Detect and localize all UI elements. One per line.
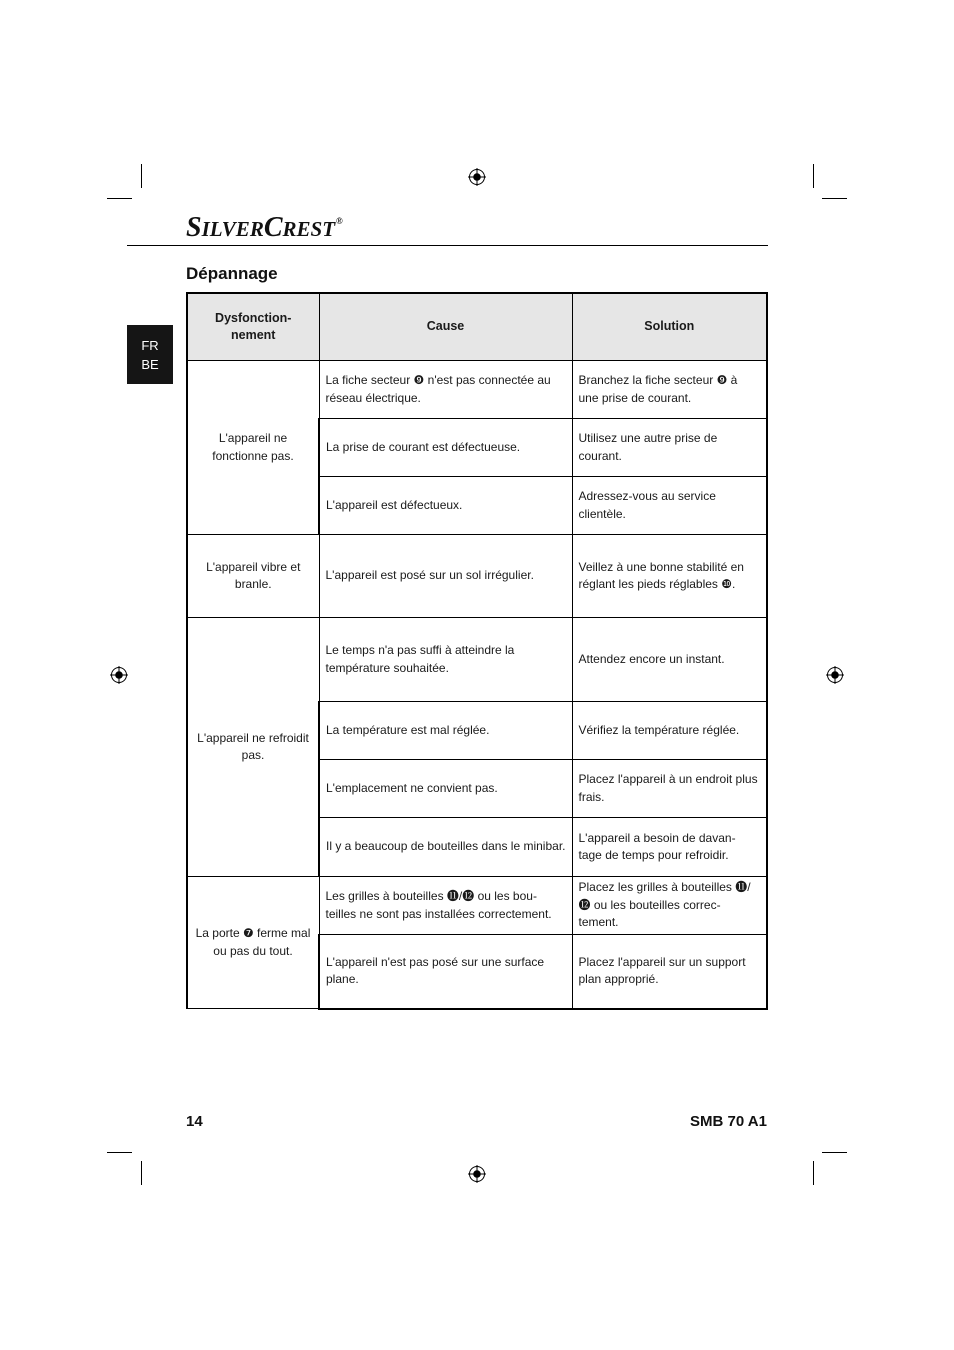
- crop-mark: [141, 1161, 142, 1185]
- registration-mark-icon: [826, 666, 844, 684]
- crop-mark: [822, 198, 847, 199]
- problem-cell: L'appareil vibre et branle.: [187, 535, 319, 618]
- table-row: [187, 535, 767, 618]
- cause-cell: Il y a beaucoup de bouteilles dans le minibar.: [319, 818, 572, 877]
- column-header-solution: Solution: [572, 293, 767, 361]
- solution-cell: Placez l'appareil sur un support plan approprié.: [572, 935, 767, 1009]
- problem-cell: La porte ❼ ferme mal ou pas du tout.: [187, 877, 319, 1009]
- cause-cell: Le temps n'a pas suffi à atteindre la température souhaitée.: [319, 618, 572, 702]
- crop-mark: [822, 1152, 847, 1153]
- crop-mark: [107, 1152, 132, 1153]
- page-number: 14: [186, 1113, 203, 1130]
- registration-mark-icon: [468, 168, 486, 186]
- column-header-cause: Cause: [319, 293, 572, 361]
- crop-mark: [107, 198, 132, 199]
- country-code: BE: [141, 356, 159, 372]
- solution-cell: Attendez encore un instant.: [572, 618, 767, 702]
- table-row: [187, 361, 767, 419]
- crop-mark: [141, 164, 142, 188]
- problem-cell: L'appareil ne refroidit pas.: [187, 618, 319, 877]
- solution-cell: L'appareil a besoin de davan- tage de temps pour refroidir.: [572, 818, 767, 877]
- cause-cell: L'appareil est défectueux.: [319, 477, 572, 535]
- registered-mark: ®: [336, 216, 343, 226]
- brand-logo: [186, 212, 343, 244]
- problem-cell: L'appareil ne fonctionne pas.: [187, 361, 319, 535]
- column-header-problem: Dysfonction- nement: [187, 293, 319, 361]
- cause-cell: La température est mal réglée.: [319, 702, 572, 760]
- solution-cell: Placez l'appareil à un endroit plus frais.: [572, 760, 767, 818]
- logo-letters: ILVER: [201, 217, 264, 241]
- language-tab: [127, 325, 173, 384]
- solution-cell: Branchez la fiche secteur ❾ à une prise de courant.: [572, 361, 767, 419]
- solution-cell: Vérifiez la température réglée.: [572, 702, 767, 760]
- page-title: Dépannage: [186, 264, 278, 283]
- header-divider: [127, 245, 768, 246]
- table-header-row: [187, 293, 767, 361]
- solution-cell: Utilisez une autre prise de courant.: [572, 419, 767, 477]
- solution-cell: Veillez à une bonne stabilité en réglant les pieds réglables ❿.: [572, 535, 767, 618]
- cause-cell: Les grilles à bouteilles ⓫/⓬ ou les bou- teilles ne sont pas installées correctement.: [319, 877, 572, 935]
- cause-cell: La prise de courant est défectueuse.: [319, 419, 572, 477]
- crop-mark: [813, 164, 814, 188]
- cause-cell: L'emplacement ne convient pas.: [319, 760, 572, 818]
- registration-mark-icon: [468, 1165, 486, 1183]
- cause-cell: L'appareil est posé sur un sol irrégulier.: [319, 535, 572, 618]
- logo-letter: C: [263, 212, 283, 243]
- table-row: [187, 618, 767, 702]
- cause-cell: La fiche secteur ❾ n'est pas connectée au réseau électrique.: [319, 361, 572, 419]
- troubleshooting-table: [186, 292, 768, 1010]
- logo-letters: REST: [282, 217, 336, 241]
- logo-letter: S: [186, 212, 202, 243]
- cause-cell: L'appareil n'est pas posé sur une surface plane.: [319, 935, 572, 1009]
- solution-cell: Placez les grilles à bouteilles ⓫/⓬ ou les bouteilles correc- tement.: [572, 877, 767, 935]
- registration-mark-icon: [110, 666, 128, 684]
- model-name: SMB 70 A1: [690, 1113, 767, 1130]
- solution-cell: Adressez-vous au service clientèle.: [572, 477, 767, 535]
- table-row: [187, 877, 767, 935]
- language-code: FR: [141, 337, 159, 353]
- crop-mark: [813, 1161, 814, 1185]
